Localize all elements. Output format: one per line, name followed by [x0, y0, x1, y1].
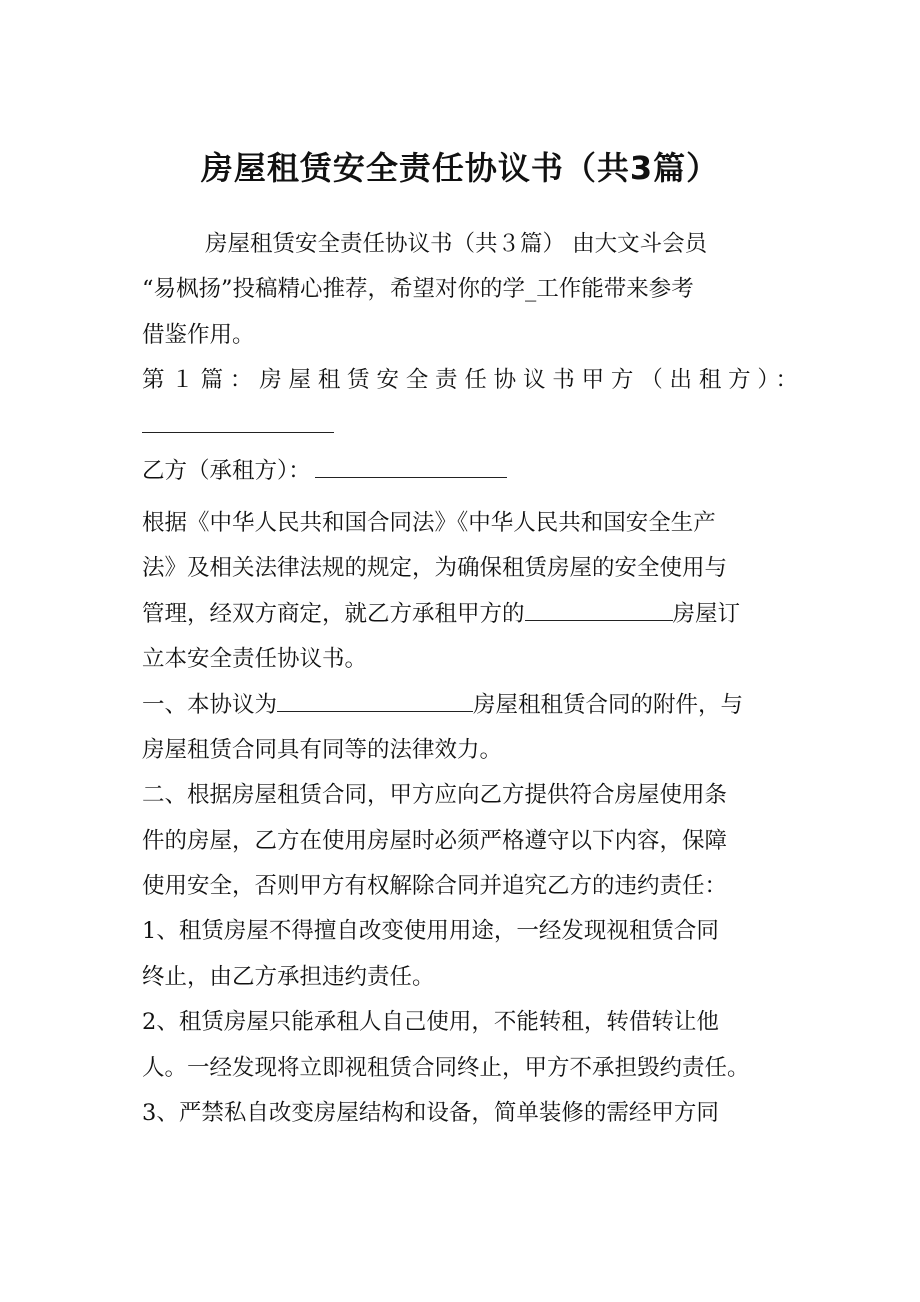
basis-line-3-pre: 管理，经双方商定，就乙方承租甲方的 [142, 600, 525, 627]
party-a-blank-line [142, 404, 798, 449]
party-b-blank [315, 451, 507, 478]
clause-1-line-2: 房屋租赁合同具有同等的法律效力。 [142, 736, 503, 763]
item-2-line-2: 人。一经发现将立即视租赁合同终止，甲方不承担毁约责任。 [142, 1054, 750, 1081]
basis-line-3 [142, 592, 798, 637]
item-1-line-1: 1、租赁房屋不得擅自改变使用用途，一经发现视租赁合同 [142, 918, 719, 945]
clause-1-post: 房屋租租赁合同的附件，与 [473, 691, 744, 718]
item-2-line-1: 2、租赁房屋只能承租人自己使用，不能转租，转借转让他 [142, 1009, 719, 1036]
intro-line-1: 房屋租赁安全责任协议书（共３篇） 由大文斗会员 [205, 231, 708, 257]
intro-line-2: “易枫扬”投稿精心推荐，希望对你的学_工作能带来参考 [142, 276, 694, 303]
party-b-line [142, 449, 798, 501]
house-blank [525, 594, 673, 621]
clause-2-line-2: 件的房屋，乙方在使用房屋时必须严格遵守以下内容，保障 [142, 827, 728, 854]
party-a-blank [142, 406, 334, 433]
item-1-line-2: 终止，由乙方承担违约责任。 [142, 963, 435, 990]
clause-1-blank [277, 685, 473, 712]
clause-1-line-1 [142, 683, 798, 728]
clause-1-pre: 一、本协议为 [142, 691, 278, 718]
clause-2-line-1: 二、根据房屋租赁合同，甲方应向乙方提供符合房屋使用条 [142, 782, 728, 809]
basis-line-3-post: 房屋订 [672, 600, 741, 627]
clause-2-line-3: 使用安全，否则甲方有权解除合同并追究乙方的违约责任： [142, 873, 728, 900]
basis-line-1: 根据《中华人民共和国合同法》《中华人民共和国安全生产 [142, 509, 716, 536]
party-b-label: 乙方（承租方）： [142, 457, 311, 484]
intro-line-3: 借鉴作用。 [142, 321, 255, 348]
part1-heading: 第１篇：房屋租赁安全责任协议书甲方（出租方）： [142, 367, 798, 394]
basis-line-2: 法》及相关法律法规的规定，为确保租赁房屋的安全使用与 [142, 555, 728, 582]
document-body [142, 222, 798, 1136]
item-3-line-1: 3、严禁私自改变房屋结构和设备，简单装修的需经甲方同 [142, 1100, 719, 1127]
document-title: 房屋租赁安全责任协议书（共3篇） [200, 149, 720, 187]
basis-line-4: 立本安全责任协议书。 [142, 646, 368, 673]
